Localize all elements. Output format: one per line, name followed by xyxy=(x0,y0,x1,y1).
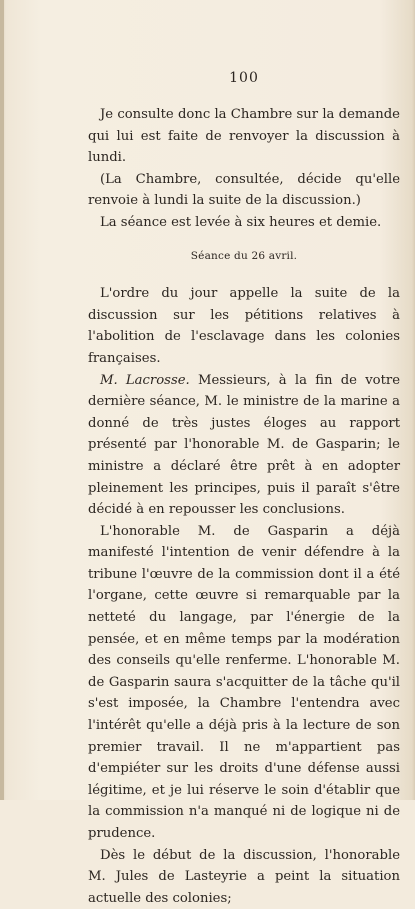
paragraph-seance-levee: La séance est levée à six heures et demie. xyxy=(100,214,382,230)
speech-text-1: Messieurs, à la fin de votre dernière séance, M. le ministre de la marine a donné de très justes éloges au rapport présenté par l'honorable M. de Gasparin; le ministre a déclaré être prêt à en adopter pleinement les principes, puis il paraît s'être décidé à en repousser les conclusions. xyxy=(88,372,400,518)
paragraph-lasteyrie: Dès le début de la discussion, l'honorable M. Jules de Lasteyrie a peint la situation actuelle des colonies; xyxy=(88,847,400,906)
page-text xyxy=(88,104,400,909)
paragraph-chamber-decision: (La Chambre, consultée, décide qu'elle renvoie à lundi la suite de la discussion.) xyxy=(88,171,400,209)
paragraph-lacrosse-speech xyxy=(88,370,400,521)
session-heading: Séance du 26 avril. xyxy=(190,249,298,262)
paragraph-order-of-day: L'ordre du jour appelle la suite de la discussion sur les pétitions relatives à l'abolition de l'esclavage dans les colonies françaises. xyxy=(88,286,400,366)
page-number: 100 xyxy=(229,70,259,86)
page-spine-shadow xyxy=(0,0,4,800)
paragraph-consult: Je consulte donc la Chambre sur la demande qui lui est faite de renvoyer la discussion à lundi. xyxy=(88,107,400,166)
paragraph-gasparin: L'honorable M. de Gasparin a déjà manifesté l'intention de venir défendre à la tribune l'œuvre de la commission dont il a été l'organe, cette œuvre si remarquable par la netteté du langage, par l'énergie de la pensée, et en même temps par la modération des conseils qu'elle renferme. L'honorable M. de Gasparin saura s'acquitter de la tâche qu'il s'est imposée, la Chambre l'entendra avec l'intérêt qu'elle a déjà pris à la lecture de son premier travail. Il ne m'appartient pas d'empiéter sur les droits d'une défense aussi légitime, et je lui réserve le soin d'établir que la commission n'a manqué ni de logique ni de prudence. xyxy=(88,523,400,841)
speaker-name: M. Lacrosse. xyxy=(100,372,190,388)
